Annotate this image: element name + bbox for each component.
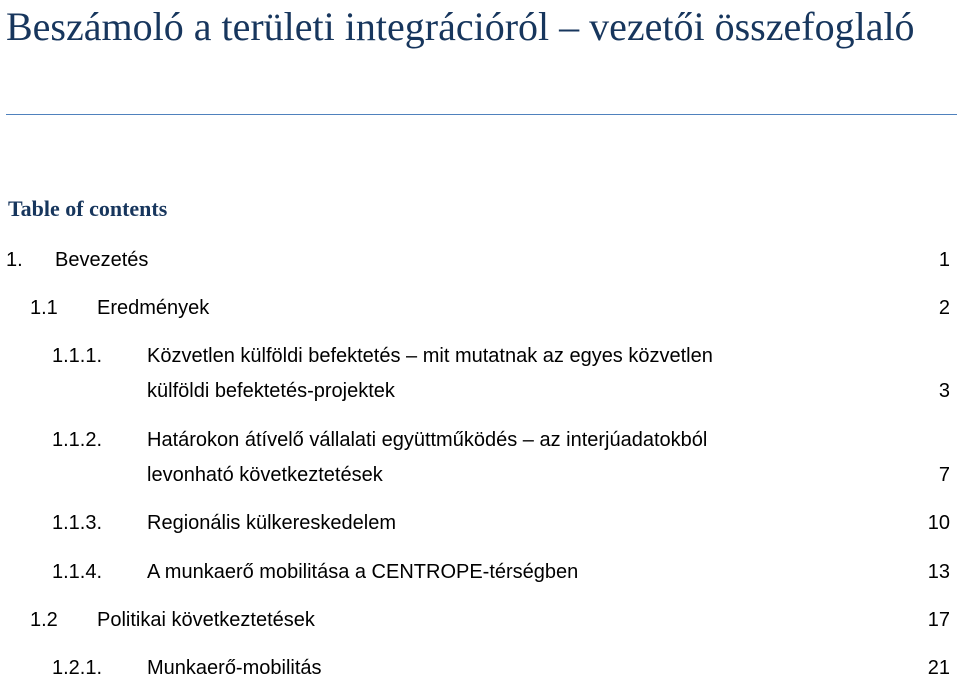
toc-entry-page: 2 <box>938 297 950 319</box>
toc-heading: Table of contents <box>8 196 168 221</box>
toc-entry-number: 1. <box>6 249 23 271</box>
title-underline <box>6 114 957 115</box>
toc-entry-text: Regionális külkereskedelem <box>147 512 397 534</box>
toc-entry-page: 21 <box>927 657 950 679</box>
toc-entry-1-1-3[interactable] <box>0 507 950 539</box>
toc-entry-1[interactable] <box>0 244 950 276</box>
toc-entry-number: 1.1 <box>30 297 58 319</box>
toc-entry-number: 1.1.2. <box>52 429 103 451</box>
toc-entry-1-1-2[interactable] <box>0 424 950 490</box>
toc-entry-number: 1.1.1. <box>52 345 103 367</box>
toc-entry-page: 7 <box>938 464 950 486</box>
toc-entry-number: 1.2 <box>30 609 58 631</box>
toc-entry-text-line2: külföldi befektetés-projektek <box>147 380 395 402</box>
toc-entry-text: Munkaerő-mobilitás <box>147 657 322 679</box>
toc-entry-1-2-1[interactable] <box>0 652 950 679</box>
toc-entry-page: 13 <box>927 561 950 583</box>
toc-entry-number: 1.2.1. <box>52 657 103 679</box>
toc-entry-number: 1.1.4. <box>52 561 103 583</box>
toc-entry-text-line2: levonható következtetések <box>147 464 383 486</box>
toc-entry-page: 3 <box>938 380 950 402</box>
toc-entry-1-1-1[interactable] <box>0 340 950 406</box>
toc-entry-page: 1 <box>938 249 950 271</box>
toc-entry-1-2[interactable] <box>0 604 950 636</box>
toc-entry-text: Politikai következtetések <box>97 609 315 631</box>
toc-entry-text-line1: Közvetlen külföldi befektetés – mit mutatnak az egyes közvetlen <box>147 345 713 367</box>
toc-entry-page: 17 <box>927 609 950 631</box>
toc-entry-text-line1: Határokon átívelő vállalati együttműködés – az interjúadatokból <box>147 429 708 451</box>
toc-entry-1-1-4[interactable] <box>0 556 950 588</box>
toc-entry-text: Eredmények <box>97 297 210 319</box>
toc-entry-number: 1.1.3. <box>52 512 103 534</box>
toc-entry-text: Bevezetés <box>55 249 149 271</box>
toc-entry-page: 10 <box>927 512 950 534</box>
toc-entry-text: A munkaerő mobilitása a CENTROPE-térségben <box>147 561 579 583</box>
document-title: Beszámoló a területi integrációról – vezetői összefoglaló <box>6 4 915 49</box>
toc-entry-1-1[interactable] <box>0 292 950 324</box>
